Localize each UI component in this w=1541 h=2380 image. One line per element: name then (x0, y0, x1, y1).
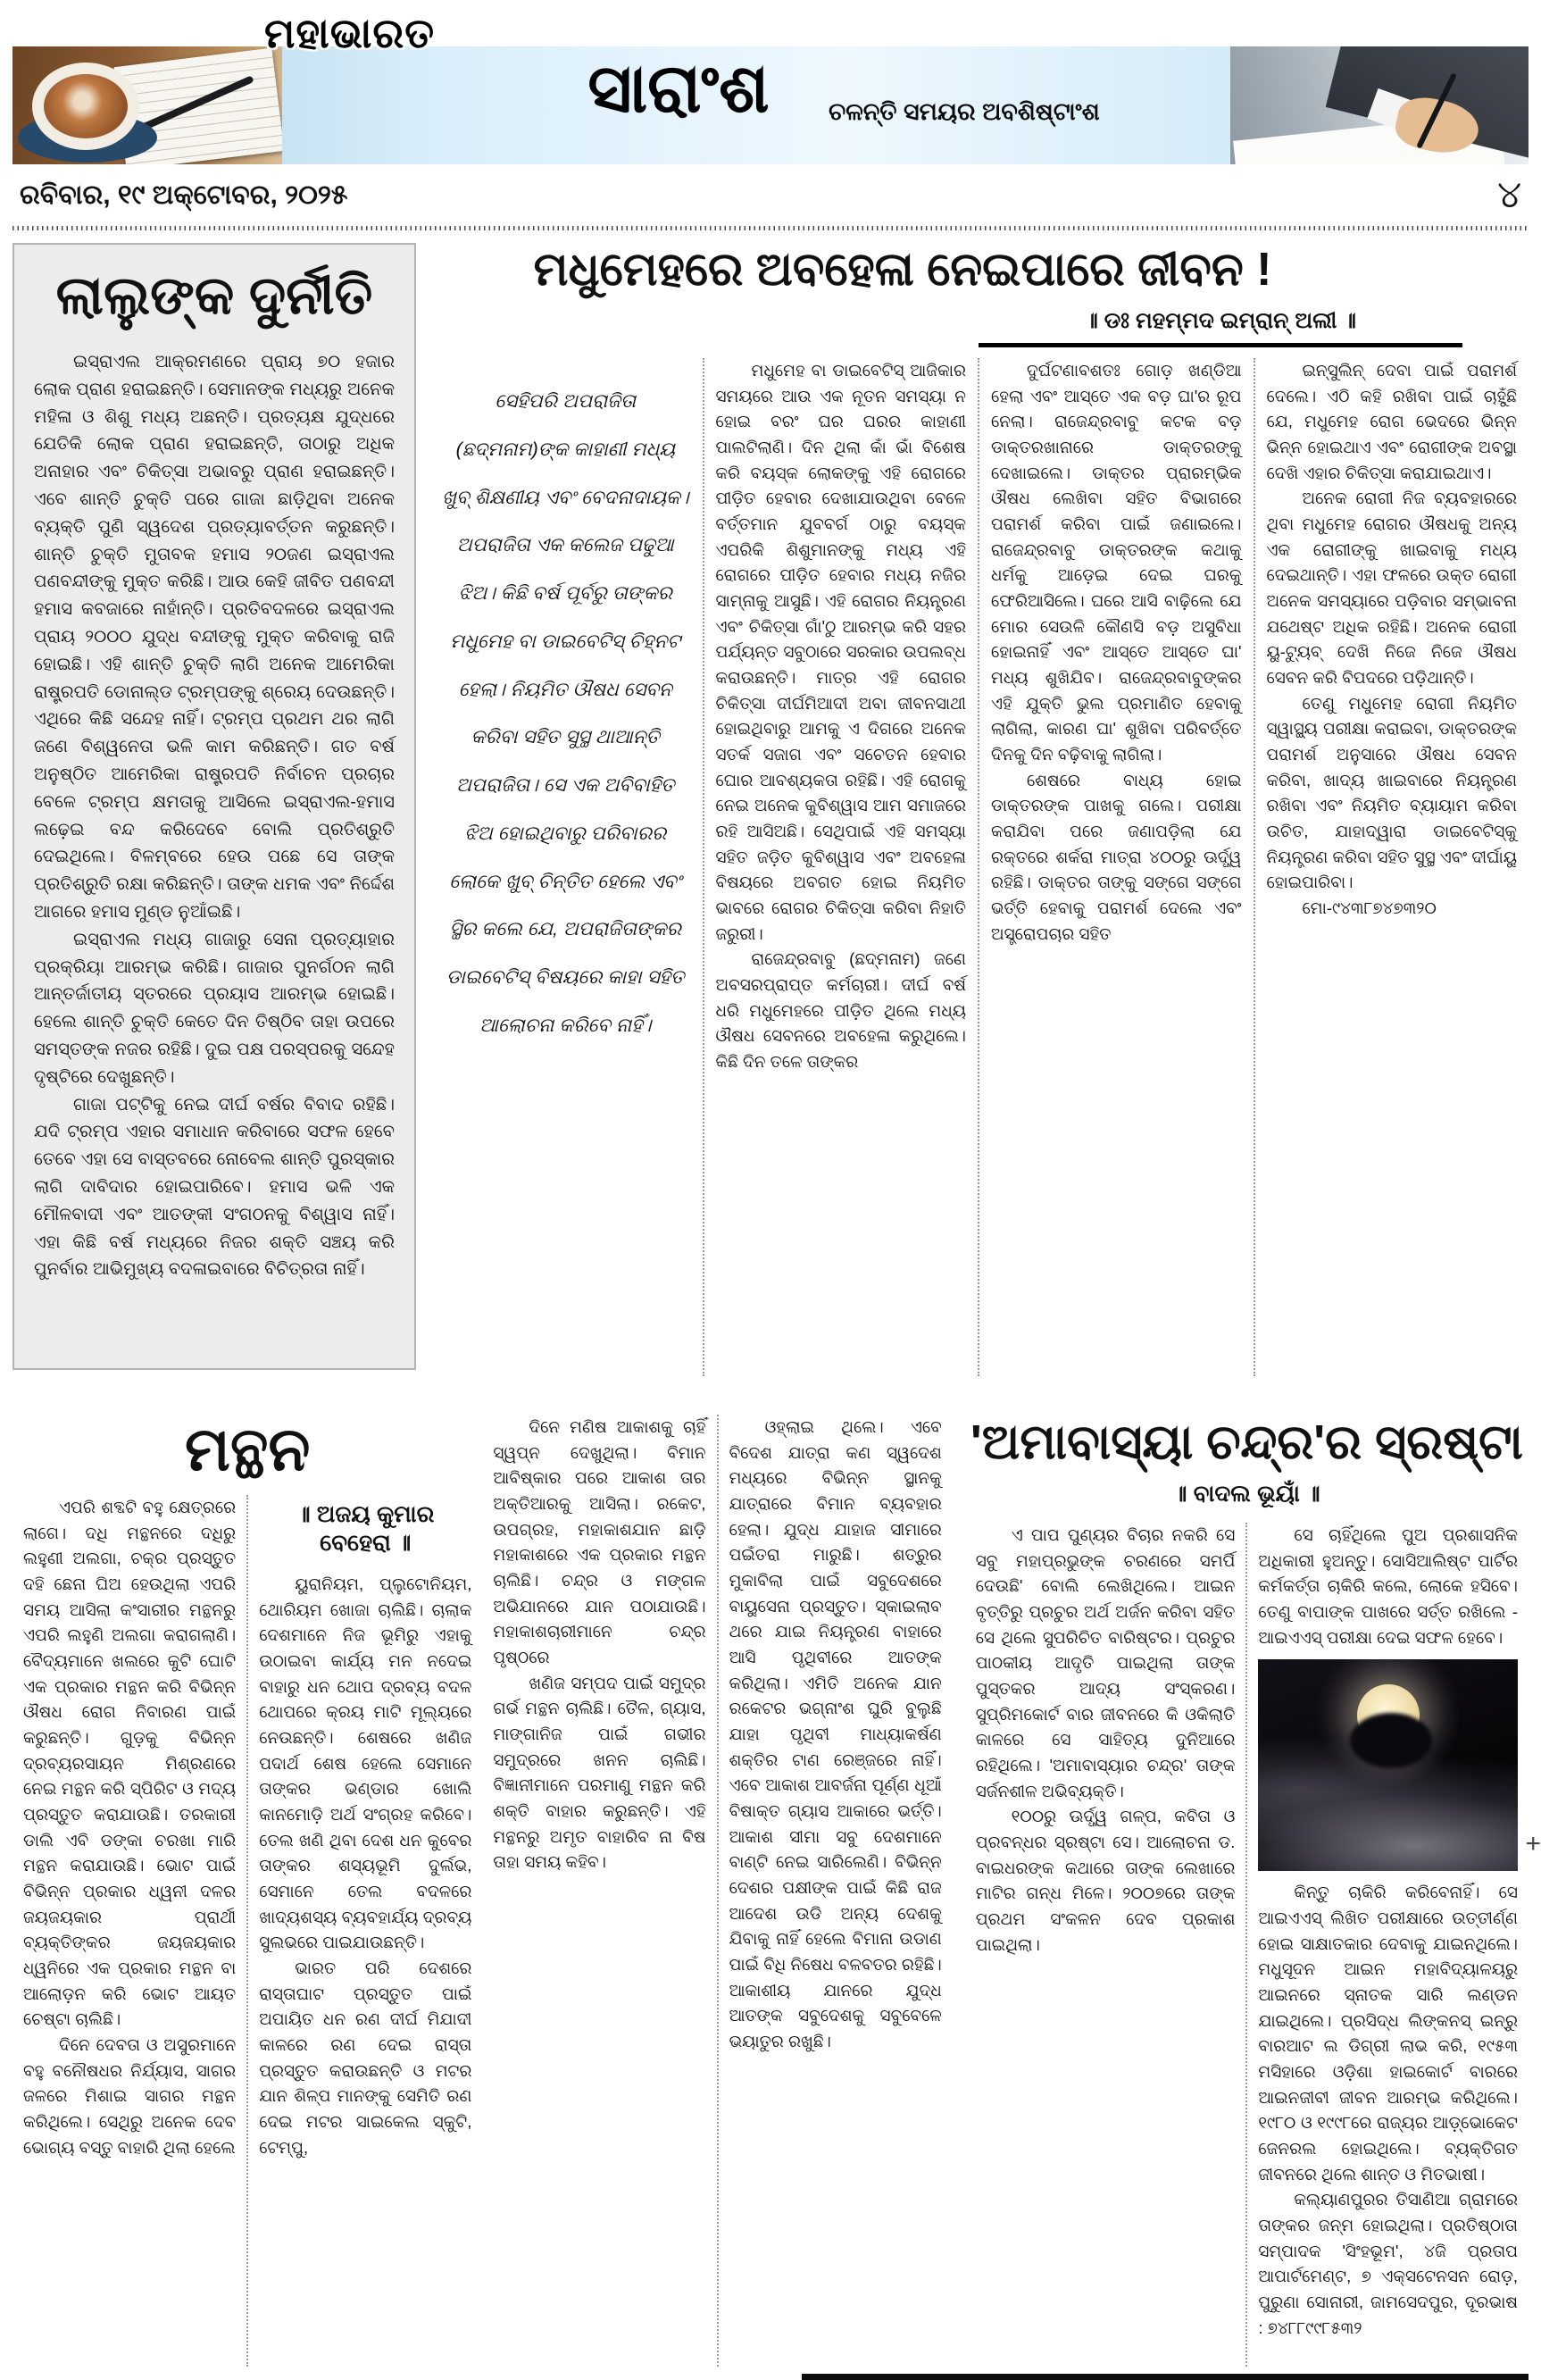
paragraph: ଖଣିଜ ସମ୍ପଦ ପାଇଁ ସମୁଦ୍ର ଗର୍ଭ ମନ୍ଥନ ଚାଲିଛି। ତୈଳ, ଗ୍ୟାସ, ମାଙ୍ଗାନିଜ ପାଇଁ ଗଭୀର ସମୁଦ୍ରରେ ଖନନ ଚାଲିଛି। ବିଜ୍ଞାନୀମାନେ ପରମାଣୁ ମନ୍ଥନ କରି ଶକ୍ତି ବାହାର କରୁଛନ୍ତି। ଏହି ମନ୍ଥନରୁ ଅମୃତ ବାହାରିବ ନା ବିଷ ତାହା ସମୟ କହିବ। (493, 1673, 706, 1872)
paragraph: ମଧୁମେହ ବା ଡାଇବେଟିସ୍ ଆଜିକାର ସମୟରେ ଆଉ ଏକ ନୂତନ ସମସ୍ୟା ନ ହୋଇ ବରଂ ଘର ଘରର କାହାଣୀ ପାଲଟିଲାଣି। ଦିନ ଥିଲା କାଁ ଭାଁ ବିଶେଷ କରି ବୟସ୍କ ଲୋକଙ୍କୁ ଏହି ରୋଗରେ ପୀଡ଼ିତ ହେବାର ଦେଖାଯାଉଥିବା ବେଳେ ବର୍ତ୍ତମାନ ଯୁବବର୍ଗ ଠାରୁ ବୟସ୍କ ଏପରିକି ଶିଶୁମାନଙ୍କୁ ମଧ୍ୟ ଏହି ରୋଗରେ ପୀଡ଼ିତ ହେବାର ମଧ୍ୟ ନଜିର ସାମ୍ନାକୁ ଆସୁଛି। ଏହି ରୋଗର ନିୟନ୍ତ୍ରଣ ଏବଂ ଚିକିତ୍ସା ଗାଁ'ଠୁ ଆରମ୍ଭ କରି ସହର ପର୍ଯ୍ୟନ୍ତ ସବୁଠାରେ ସରକାର ଉପଲବ୍ଧ କରାଉଛନ୍ତି। ମାତ୍ର ଏହି ରୋଗର ଚିକିତ୍ସା ଦୀର୍ଘମିଆଦୀ ଅବା ଜୀବନସାଥୀ ହୋଇଥିବାରୁ ଆମକୁ ଏ ଦିଗରେ ଅନେକ ସତର୍କ ସଜାଗ ଏବଂ ସଚେତନ ହେବାର ଘୋର ଆବଶ୍ୟକତା ରହିଛି। ଏହି ରୋଗକୁ ନେଇ ଅନେକ କୁବିଶ୍ୱାସ ଆମ ସମାଜରେ ରହି ଆସିଅଛି। ସେଥିପାଇଁ ଏହି ସମସ୍ୟା ସହିତ ଜଡ଼ିତ କୁବିଶ୍ୱାସ ଏବଂ ଅବହେଳା ବିଷୟରେ ଅବଗତ ହୋଇ ନିୟମିତ ଭାବରେ ରୋଗର ଚିକିତ୍ସା କରିବା ନିହାତି ଜରୁରୀ। (715, 361, 966, 943)
text-column-body (1258, 1523, 1518, 1650)
text-column (12, 1495, 248, 2367)
paragraph: ଇସ୍ରାଏଲ ମଧ୍ୟ ଗାଜାରୁ ସେନା ପ୍ରତ୍ୟାହାର ପ୍ରକ୍ରିୟା ଆରମ୍ଭ କରିଛି। ଗାଜାର ପୁନର୍ଗଠନ ଲାଗି ଆନ୍ତର୍ଜାତୀୟ ସ୍ତରରେ ପ୍ରୟାସ ଆରମ୍ଭ ହୋଇଛି। ହେଲେ ଶାନ୍ତି ଚୁକ୍ତି କେତେ ଦିନ ତିଷ୍ଠିବ ତାହା ଉପରେ ସମସ୍ତଙ୍କ ନଜର ରହିଛି। ଦୁଇ ପକ୍ଷ ପରସ୍ପରକୁ ସନ୍ଦେହ ଦୃଷ୍ଟିରେ ଦେଖୁଛନ୍ତି। (34, 929, 395, 1087)
text-column (965, 1523, 1248, 2367)
paragraph: ଶେଷରେ ବାଧ୍ୟ ହୋଇ ଡାକ୍ତରଙ୍କ ପାଖକୁ ଗଲେ। ପରୀକ୍ଷା କରାଯିବା ପରେ ଜଣାପଡ଼ିଲା ଯେ ରକ୍ତରେ ଶର୍କରା ମାତ୍ରା ୪୦୦ରୁ ଊର୍ଦ୍ଧ୍ୱ ରହିଛି। ଡାକ୍ତର ତାଙ୍କୁ ସଙ୍ଗେ ସଙ୍ଗେ ଭର୍ତ୍ତି ହେବାକୁ ପରାମର୍ଶ ଦେଲେ ଏବଂ ଅସ୍ତ୍ରୋପଚାର ସହିତ (991, 770, 1242, 943)
coffee-notebook-photo (12, 46, 282, 164)
article-diabetes (429, 243, 1529, 1404)
moon-shadow-image (1350, 1713, 1432, 1768)
dateline (0, 166, 1541, 217)
masthead (0, 0, 1541, 166)
crop-mark-icon: + (1525, 1829, 1541, 1858)
paragraph: ଇସ୍ରାଏଲ ଆକ୍ରମଣରେ ପ୍ରାୟ ୭୦ ହଜାର ଲୋକ ପ୍ରାଣ ହରାଇଛନ୍ତି। ସେମାନଙ୍କ ମଧ୍ୟରୁ ଅନେକ ମହିଳା ଓ ଶିଶୁ ମଧ୍ୟ ଅଛନ୍ତି। ପ୍ରତ୍ୟକ୍ଷ ଯୁଦ୍ଧରେ ଯେତିକି ଲୋକ ପ୍ରାଣ ହରାଇଛନ୍ତି, ତାଠାରୁ ଅଧିକ ଅନାହାର ଏବଂ ଚିକିତ୍ସା ଅଭାବରୁ ପ୍ରାଣ ହରାଇଛନ୍ତି। ଏବେ ଶାନ୍ତି ଚୁକ୍ତି ପରେ ଗାଜା ଛାଡ଼ିଥିବା ଅନେକ ବ୍ୟକ୍ତି ପୁଣି ସ୍ୱଦେଶ ପ୍ରତ୍ୟାବର୍ତ୍ତନ କରୁଛନ୍ତି। ଶାନ୍ତି ଚୁକ୍ତି ମୁତାବକ ହମାସ ୨୦ଜଣ ଇସ୍ରାଏଲ ପଣବନ୍ଦୀଙ୍କୁ ମୁକ୍ତ କରିଛି। ଆଉ କେହି ଜୀବିତ ପଣବନ୍ଦୀ ହମାସ କବଜାରେ ନାହାଁନ୍ତି। ପ୍ରତିବଦଳରେ ଇସ୍ରାଏଲ ପ୍ରାୟ ୨୦୦୦ ଯୁଦ୍ଧ ବନ୍ଦୀଙ୍କୁ ମୁକ୍ତ କରିବାକୁ ରାଜି ହୋଇଛି। ଏହି ଶାନ୍ତି ଚୁକ୍ତି ଲାଗି ଅନେକ ଆମେରିକା ରାଷ୍ଟ୍ରପତି ଡୋନାଲ୍ଡ ଟ୍ରମ୍ପଙ୍କୁ ଶ୍ରେୟ ଦେଉଛନ୍ତି। ଏଥିରେ କିଛି ସନ୍ଦେହ ନାହିଁ। ଟ୍ରମ୍ପ ପ୍ରଥମ ଥର ଲାଗି ଜଣେ ବିଶ୍ୱନେତା ଭଳି କାମ କରିଛନ୍ତି। ଗତ ବର୍ଷ ଅନୁଷ୍ଠିତ ଆମେରିକା ରାଷ୍ଟ୍ରପତି ନିର୍ବାଚନ ପ୍ରଚାର ବେଳେ ଟ୍ରମ୍ପ କ୍ଷମତାକୁ ଆସିଲେ ଇସ୍ରାଏଲ-ହମାସ ଲଢ଼େଇ ବନ୍ଦ କରିଦେବେ ବୋଲି ପ୍ରତିଶ୍ରୁତି ଦେଇଥିଲେ। ବିଳମ୍ବରେ ହେଉ ପଛେ ସେ ତାଙ୍କ ପ୍ରତିଶ୍ରୁତି ରକ୍ଷା କରିଛନ୍ତି। ତାଙ୍କ ଧମକ ଏବଂ ନିର୍ଦ୍ଦେଶ ଆଗରେ ହମାସ ମୁଣ୍ଡ ନୁଆଁଇଛି। (34, 352, 395, 922)
paragraph: ଦୁର୍ଘଟଣାବଶତଃ ଗୋଡ଼ ଖଣ୍ଡିଆ ହେଲା ଏବଂ ଆସ୍ତେ ଏକ ବଡ଼ ଘା'ର ରୂପ ନେଲା। ରାଜେନ୍ଦ୍ରବାବୁ କଟକ ବଡ଼ ଡାକ୍ତରଖାନାରେ ଡାକ୍ତରଙ୍କୁ ଦେଖାଇଲେ। ଡାକ୍ତର ପ୍ରାରମ୍ଭିକ ଔଷଧ ଲେଖିବା ସହିତ ବିଭାଗରେ ପରାମର୍ଶ କରିବା ପାଇଁ ଜଣାଇଲେ। ରାଜେନ୍ଦ୍ରବାବୁ ଡାକ୍ତରଙ୍କ କଥାକୁ ଧର୍ମକୁ ଆଡ଼େଇ ଦେଇ ଘରକୁ ଫେରିଆସିଲେ। ଘରେ ଆସି ବାଢ଼ିଲେ ଯେ ମୋର ସେଉଳି କୌଣସି ବଡ଼ ଅସୁବିଧା ହୋଇନାହିଁ ଏବଂ ଆସ୍ତେ ଆସ୍ତେ ଘା' ମଧ୍ୟ ଶୁଖିଯିବ। ରାଜେନ୍ଦ୍ରବାବୁଙ୍କର ଏହି ଯୁକ୍ତି ଭୁଲ ପ୍ରମାଣିତ ହେବାକୁ ଲାଗିଲା, କାରଣ ଘା' ଶୁଖିବା ପରିବର୍ତ୍ତେ ଦିନକୁ ଦିନ ବଢ଼ିବାକୁ ଲାଗିଲା। (991, 361, 1242, 764)
paragraph: ଏ ପାପ ପୁଣ୍ୟର ବିଚାର ନକରି ସେ ସବୁ ମହାପ୍ରଭୁଙ୍କ ଚରଣରେ ସମର୍ପି ଦେଉଛି' ବୋଲି ଲେଖିଥିଲେ। ଆଇନ ବୃତ୍ତିରୁ ପ୍ରଚୁର ଅର୍ଥ ଅର୍ଜନ କରିବା ସହିତ ସେ ଥିଲେ ସୁପରିଚିତ ବାରିଷ୍ଟର। ପ୍ରଚୁର ପାଠକୀୟ ଆଦୃତି ପାଇଥିଲା ତାଙ୍କ ପୁସ୍ତକର ଆଦ୍ୟ ସଂସ୍କରଣ। ସୁପ୍ରିମକୋର୍ଟ ବାର ଜୀବନରେ କି ଓକିଲାତି କାଳରେ ସେ ସାହିତ୍ୟ ଦୁନିଆରେ ରହିଥିଲେ। 'ଅମାବାସ୍ୟାର ଚନ୍ଦ୍ର' ତାଙ୍କ ସର୍ଜନଶୀଳ ଅଭିବ୍ୟକ୍ତି। (975, 1525, 1236, 1800)
paragraph: ଗାଜା ପଟ୍ଟିକୁ ନେଇ ଦୀର୍ଘ ବର୍ଷର ବିବାଦ ରହିଛି। ଯଦି ଟ୍ରମ୍ପ ଏହାର ସମାଧାନ କରିବାରେ ସଫଳ ହେବେ ତେବେ ଏହା ସେ ବାସ୍ତବରେ ନୋବେଲ ଶାନ୍ତି ପୁରସ୍କାର ଲାଗି ଦାବିଦାର ହୋଇପାରିବେ। ହମାସ ଭଳି ଏକ ମୌଳବାଦୀ ଏବଂ ଆତଙ୍କୀ ସଂଗଠନକୁ ବିଶ୍ୱାସ ନାହିଁ। ଏହା କିଛି ବର୍ଷ ମଧ୍ୟରେ ନିଜର ଶକ୍ତି ସଞ୍ଚୟ କରି ପୁନର୍ବାର ଆଭିମୁଖ୍ୟ ବଦଳାଇବାରେ ବିଚିତ୍ରତା ନାହିଁ। (34, 1094, 395, 1280)
text-column (719, 1415, 953, 2367)
bottom-rule (802, 2374, 1529, 2380)
article-manthan (12, 1415, 953, 2367)
paragraph: ଅନେକ ରୋଗୀ ନିଜ ବ୍ୟବହାରରେ ଥିବା ମଧୁମେହ ରୋଗର ଔଷଧକୁ ଅନ୍ୟ ଏକ ରୋଗୀଙ୍କୁ ଖାଇବାକୁ ମଧ୍ୟ ଦେଇଥାନ୍ତି। ଏହା ଫଳରେ ଉକ୍ତ ରୋଗୀ ଅନେକ ସମସ୍ୟାରେ ପଡ଼ିବାର ସମ୍ଭାବନା ଯଥେଷ୍ଟ ଅଧିକ ରହିଛି। ଅନେକ ରୋଗୀ ୟୁ-ଟ୍ୟୁବ୍ ଦେଖି ନିଜେ ନିଜେ ଔଷଧ ସେବନ କରି ବିପଦରେ ପଡ଼ିଥାନ୍ତି। (1266, 489, 1517, 688)
crescent-moon-photo (1258, 1659, 1518, 1871)
article-body (34, 348, 395, 1283)
text-column (704, 358, 980, 1376)
writing-hand-photo (1230, 46, 1529, 164)
dateline-separator (12, 226, 1529, 230)
paragraph: ୧୦୦ରୁ ଊର୍ଦ୍ଧ୍ୱ ଗଳ୍ପ, କବିତା ଓ ପ୍ରବନ୍ଧର ସ୍ରଷ୍ଟା ସେ। ଆଲୋଚନା ଡ. ବାଇଧରଙ୍କ କଥାରେ ତାଙ୍କ ଲେଖାରେ ମାଟିର ଗନ୍ଧ ମିଳେ। ୨୦୦୭ରେ ତାଙ୍କ ପ୍ରଥମ ସଂକଳନ ଦେବ ପ୍ରକାଶ ପାଇଥିଲା। (975, 1807, 1236, 1954)
article-byline: ॥ ଡଃ ମହମ୍ମଦ ଇମ୍ରାନ୍ ଅଲୀ ॥ (979, 308, 1462, 347)
paragraph: ଭାରତ ପରି ଦେଶରେ ରାସ୍ତାଘାଟ ପ୍ରସ୍ତୁତ ପାଇଁ ଅପାୟିତ ଧନ ରଣ ଦୀର୍ଘ ମିଯାଦୀ କାଳରେ ରଣ ଦେଇ ରାସ୍ତା ପ୍ରସ୍ତୁତ କରାଉଛନ୍ତି ଓ ମଟର ଯାନ ଶିଳ୍ପ ମାନଙ୍କୁ ସେମିତି ରଣ ଦେଇ ମଟର ସାଇକେଲ ସ୍କୁଟି, ଟେମ୍ପୁ, (259, 1958, 472, 2157)
manthan-left-half (12, 1415, 482, 2367)
paragraph: କିନ୍ତୁ ଚାକିରି କରିବେନାହିଁ। ସେ ଆଇଏଏସ୍ ଲିଖିତ ପରୀକ୍ଷାରେ ଉତ୍ତୀର୍ଣ୍ଣ ହୋଇ ସାକ୍ଷାତକାର ଦେବାକୁ ଯାଇନଥିଲେ। ମଧୁସୂଦନ ଆଇନ ମହାବିଦ୍ୟାଳୟରୁ ଆଇନରେ ସ୍ନାତକ ସାରି ଲଣ୍ଡନ ଯାଇଥିଲେ। ପ୍ରସିଦ୍ଧ ଲିଙ୍କନସ୍ ଇନ୍‌ରୁ ବାରଆଟ ଲ ଡିଗ୍ରୀ ଲାଭ କରି, ୧୯୫୩ ମସିହାରେ ଓଡ଼ିଶା ହାଇକୋର୍ଟ ବାରରେ ଆଇନଜୀବୀ ଜୀବନ ଆରମ୍ଭ କରିଥିଲେ। ୧୯୮୦ ଓ ୧୯୯୮ରେ ରାଜ୍ୟର ଆଡ଼୍‌ଭୋକେଟ ଜେନରଲ ହୋଇଥିଲେ। ବ୍ୟକ୍ତିଗତ ଜୀବନରେ ଥିଲେ ଶାନ୍ତ ଓ ମିତଭାଷୀ। (1258, 1883, 1518, 2184)
text-column (979, 358, 1255, 1376)
text-column (248, 1495, 482, 2367)
article-headline: 'ଅମାବାସ୍ୟା ଚନ୍ଦ୍ର'ର ସ୍ରଷ୍ଟା (970, 1415, 1523, 1469)
pull-quote: ସେହିପରି ଅପରାଜିତା (ଛଦ୍ମନାମ)ଙ୍କ କାହାଣୀ ମଧ୍ୟ ଖୁବ୍ ଶିକ୍ଷଣୀୟ ଏବଂ ବେଦନାଦାୟକ। ଅପରାଜିତା ଏକ କଲେଜ ପଢୁଆ ଝିଅ। କିଛି ବର୍ଷ ପୂର୍ବରୁ ତାଙ୍କର ମଧୁମେହ ବା ଡାଇବେଟିସ୍ ଚିହ୍ନଟ ହେଲା। ନିୟମିତ ଔଷଧ ସେବନ କରିବା ସହିତ ସୁସ୍ଥ ଥାଆନ୍ତି ଅପରାଜିତା। ସେ ଏକ ଅବିବାହିତ ଝିଅ ହୋଇଥିବାରୁ ପରିବାରର ଲୋକେ ଖୁବ୍ ଚିନ୍ତିତ ହେଲେ ଏବଂ ସ୍ଥିର କଲେ ଯେ, ଅପରାଜିତାଙ୍କର ଡାଇବେଟିସ୍ ବିଷୟରେ କାହା ସହିତ ଆଲୋଚନା କରିବେ ନାହିଁ। (429, 358, 704, 1376)
text-column-body (1267, 358, 1518, 896)
page-number: ୪ (1497, 173, 1521, 215)
article-columns (12, 1495, 482, 2367)
paragraph: ୟୁରାନିୟମ, ପ୍ଲୁଟୋନିୟମ, ଥୋରିୟମ ଖୋଜା ଚାଲିଛି। ଚାଲାକ ଦେଶମାନେ ନିଜ ଭୂମିରୁ ଏହାକୁ ଉଠାଇବା କାର୍ଯ୍ୟ ମନ ନଦେଇ ବାହାରୁ ଧନ ଥୋପ ଦ୍ରବ୍ୟ ବଦଳ ଥୋପରେ କ୍ରୟ ମାଟି ମୂଲ୍ୟରେ ନେଉଛନ୍ତି। ଶେଷରେ ଖଣିଜ ପଦାର୍ଥ ଶେଷ ହେଲେ ସେମାନେ ତାଙ୍କର ଭଣ୍ଡାର ଖୋଲି କାନମୋଡ଼ି ଅର୍ଥ ସଂଗ୍ରହ କରିବେ। ତେଲ ଖଣି ଥିବା ଦେଶ ଧନ କୁବେର ତାଙ୍କର ଶସ୍ୟଭୂମି ଦୁର୍ଲଭ, ସେମାନେ ତେଲ ବଦଳରେ ଖାଦ୍ୟଶସ୍ୟ ବ୍ୟବହାର୍ଯ୍ୟ ଦ୍ରବ୍ୟ ସୁଲଭରେ ପାଇଯାଉଛନ୍ତି। (259, 1574, 472, 1952)
article-byline: ॥ ବାଦଲ ଭୂୟାଁ ॥ (1173, 1480, 1320, 1507)
article-amavasya-chandra (965, 1415, 1529, 2367)
date-text: ରବିବାର, ୧୯ ଅକ୍ଟୋବର, ୨୦୨୫ (20, 180, 348, 210)
section-title: ସାରାଂଶ (587, 51, 770, 127)
text-column (482, 1415, 718, 2367)
article-lalu-corruption (12, 243, 416, 1370)
top-section (0, 238, 1541, 1404)
text-column-body (259, 1572, 471, 2160)
article-columns (429, 358, 1529, 1376)
paragraph: ଓହ୍ଲାଇ ଥିଲେ। ଏବେ ବିଦେଶ ଯାତ୍ରା କଣ ସ୍ୱଦେଶ ମଧ୍ୟରେ ବିଭିନ୍ନ ସ୍ଥାନକୁ ଯାତ୍ରାରେ ବିମାନ ବ୍ୟବହାର ହେଲା। ଯୁଦ୍ଧ ଯାହାଜ ସୀମାରେ ପଇଁତରା ମାରୁଛି। ଶତ୍ରୁର ମୁକାବିଲା ପାଇଁ ସବୁଦେଶରେ ବାୟୁସେନା ପ୍ରସ୍ତୁତ। ସ୍କାଇଲାବ ଥରେ ଯାଇ ନିୟନ୍ତ୍ରଣ ବାହାରେ ଆସି ପୃଥିବୀରେ ଆତଙ୍କ କରିଥିଲା। ଏମିତି ଅନେକ ଯାନ ରକେଟର ଭଗ୍ନାଂଶ ଘୁରି ବୁଲୁଛି ଯାହା ପୃଥିବୀ ମାଧ୍ୟାକର୍ଷଣ ଶକ୍ତିର ଟାଣ ରେଞ୍ଜରେ ନାହିଁ। ଏବେ ଆକାଶ ଆବର୍ଜନା ପୂର୍ଣ୍ଣ ଧୂଆଁ ବିଷାକ୍ତ ଗ୍ୟାସ ଆକାରେ ଭର୍ତ୍ତି। ଆକାଶ ସୀମା ସବୁ ଦେଶମାନେ ବାଣ୍ଟି ନେଇ ସାରିଲେଣି। ବିଭିନ୍ନ ଦେଶର ପକ୍ଷୀଙ୍କ ପାଇଁ କିଛି ରାଜ ଆଦେଶ ଉଡି ଅନ୍ୟ ଦେଶକୁ ଯିବାକୁ ନାହିଁ ହେଲେ ବିମାନା ଉଡାଣ ପାଇଁ ବିଧି ନିଷେଧ ବଳବତର ରହିଛି। ଆକାଶୀୟ ଯାନରେ ଯୁଦ୍ଧ ଆତଙ୍କ ସବୁଦେଶକୁ ସବୁବେଳେ ଭୟାତୁର ରଖୁଛି। (729, 1417, 942, 2051)
paragraph: ଏପରି ଶବ୍ଦଟି ବହୁ କ୍ଷେତ୍ରରେ ଲାଗେ। ଦଧି ମନ୍ଥନରେ ଦଧିରୁ ଲହୁଣୀ ଅଲଗା, ଚକ୍ର ପ୍ରସ୍ତୁତ ଦହି ଛେନା ଘିଅ ହେଉଥିଲା ଏପରି ସମୟ ଆସିଲା କଂସାରୀର ମନ୍ଥନରୁ ଏପରି ଲହୁଣି ଅଲଗା କରାଗଲାଣି। ବୈଦ୍ୟମାନେ ଖଲରେ କୁଟି ଘୋଟି ଏକ ପ୍ରକାର ମନ୍ଥନ କରି ବିଭିନ୍ନ ଔଷଧ ରୋଗ ନିବାରଣ ପାଇଁ କରୁଛନ୍ତି। ଗୁଡ଼କୁ ବିଭିନ୍ନ ଦ୍ରବ୍ୟରସାୟନ ମିଶ୍ରଣରେ ନେଇ ମନ୍ଥନ କରି ସ୍ପିରିଟ ଓ ମଦ୍ୟ ପ୍ରସ୍ତୁତ କରାଯାଉଛି। ତରକାରୀ ଡାଲି ଏବି ଡଙ୍କା ଚରଖା ମାରି ମନ୍ଥନ କରାଯାଉଛି। ଭୋଟ ପାଇଁ ବିଭିନ୍ନ ପ୍ରକାର ଧ୍ୱନୀ ଦଳର ଜୟଜୟକାର ପ୍ରାର୍ଥୀ ବ୍ୟକ୍ତିଙ୍କର ଜୟଜୟକାର ଧ୍ୱନିରେ ଏକ ପ୍ରକାର ମନ୍ଥନ ବା ଆଲୋଡ଼ନ କରି ଭୋଟ ଆୟତ ଚେଷ୍ଟା ଚାଲିଛି। (23, 1498, 237, 2029)
article-headline: ମଧୁମେହରେ ଅବହେଳା ନେଇପାରେ ଜୀବନ ! (533, 244, 1272, 296)
paragraph: ରାଜେନ୍ଦ୍ରବାବୁ (ଛଦ୍ମନାମ) ଜଣେ ଅବସରପ୍ରାପ୍ତ କର୍ମଚାରୀ। ଦୀର୍ଘ ବର୍ଷ ଧରି ମଧୁମେହରେ ପୀଡ଼ିତ ଥିଲେ ମଧ୍ୟ ଔଷଧ ସେବନରେ ଅବହେଳା କରୁଥିଲେ। କିଛି ଦିନ ତଳେ ତାଙ୍କର (715, 949, 966, 1072)
author-phone: ମୋ-୯୪୩୮୭୪୭୩୨୦ (1302, 898, 1437, 918)
article-headline: ଲାଲୁଙ୍କ ଦୁର୍ନୀତି (55, 265, 373, 325)
paragraph: ଇନ୍‌ସୁଲିନ୍ ଦେବା ପାଇଁ ପରାମର୍ଶ ଦେଲେ। ଏଠି କହି ରଖିବା ପାଇଁ ଚାହୁଁଛି ଯେ, ମଧୁମେହ ରୋଗ ଭେଦରେ ଭିନ୍ନ ଭିନ୍ନ ହୋଇଥାଏ ଏବଂ ରୋଗୀଙ୍କ ଅବସ୍ଥା ଦେଖି ଏହାର ଚିକିତ୍ସା କରାଯାଇଥାଏ। (1266, 361, 1517, 482)
text-column-body (1258, 1880, 1518, 2341)
text-column (1255, 358, 1529, 1376)
paragraph: ଦିନେ ଦେବତା ଓ ଅସୁରମାନେ ବହୁ ବନୌଷଧର ନିର୍ଯ୍ୟାସ, ସାଗର ଜଳରେ ମିଶାଇ ସାଗର ମନ୍ଥନ କରିଥିଲେ। ସେଥିରୁ ଅନେକ ଦେବ ଭୋଗ୍ୟ ବସ୍ତୁ ବାହାରି ଥିଲା ହେଲେ (23, 2035, 237, 2157)
text-column (1247, 1523, 1529, 2367)
section-subtitle: ଚଳନ୍ତି ସମୟର ଅବଶିଷ୍ଟାଂଶ (829, 98, 1100, 125)
bottom-section (0, 1404, 1541, 2367)
article-columns (965, 1523, 1529, 2367)
paragraph: କଲ୍ୟାଣପୁରର ତିସାଣିଆ ଗ୍ରାମରେ ତାଙ୍କର ଜନ୍ମ ହୋଇଥିଲା। ପ୍ରତିଷ୍ଠାତା ସମ୍ପାଦକ 'ସିଂହଭୂମ', ୪ଜି ପ୍ରତାପ ଆପାର୍ଟମେଣ୍ଟ, ୭ ଏକ୍ସଟେନସନ ରୋଡ଼, ପୁରୁଣା ସୋନାରୀ, ଜାମସେଦପୁର, ଦୂରଭାଷ : ୭୪୮୮୯୯୮୫୩୨ (1258, 2190, 1518, 2337)
paragraph: ଦିନେ ମଣିଷ ଆକାଶକୁ ଚାହିଁ ସ୍ୱପ୍ନ ଦେଖୁଥିଲା। ବିମାନ ଆବିଷ୍କାର ପରେ ଆକାଶ ତାର ଅକ୍ତିଆରକୁ ଆସିଲା। ରକେଟ, ଉପଗ୍ରହ, ମହାକାଶଯାନ ଛାଡ଼ି ମହାକାଶରେ ଏକ ପ୍ରକାର ମନ୍ଥନ ଚାଲିଛି। ଚନ୍ଦ୍ର ଓ ମଙ୍ଗଳ ଅଭିଯାନରେ ଯାନ ପଠାଯାଉଛି। ମହାକାଶଚାରୀମାନେ ଚନ୍ଦ୍ର ପୃଷ୍ଠରେ (493, 1417, 706, 1667)
newspaper-brand: ମହାଭାରତ (264, 10, 436, 56)
latte-art-image (44, 74, 128, 138)
paragraph: ତେଣୁ ମଧୁମେହ ରୋଗୀ ନିୟମିତ ସ୍ୱାସ୍ଥ୍ୟ ପରୀକ୍ଷା କରାଇବା, ଡାକ୍ତରଙ୍କ ପରାମର୍ଶ ଅନୁସାରେ ଔଷଧ ସେବନ କରିବା, ଖାଦ୍ୟ ଖାଇବାରେ ନିୟନ୍ତ୍ରଣ ରଖିବା ଏବଂ ନିୟମିତ ବ୍ୟାୟାମ କରିବା ଉଚିତ, ଯାହାଦ୍ୱାରା ଡାଇବେଟିସ୍‌କୁ ନିୟନ୍ତ୍ରଣ କରିବା ସହିତ ସୁସ୍ଥ ଏବଂ ଦୀର୍ଘାୟୁ ହୋଇପାରିବା। (1266, 693, 1517, 892)
article-byline: ॥ ଅଜୟ କୁମାର ବେହେରା ॥ (296, 1500, 435, 1556)
paragraph: ସେ ଚାହିଁଥିଲେ ପୁଅ ପ୍ରଶାସନିକ ଅଧିକାରୀ ହୁଅନ୍ତୁ। ସୋସିଆଲିଷ୍ଟ ପାର୍ଟିର କର୍ମକର୍ତ୍ତା ଚାକିରି କଲେ, ଲୋକେ ହସିବେ। ତେଣୁ ବାପାଙ୍କ ପାଖରେ ସର୍ତ୍ତ ରଖିଲେ - ଆଇଏଏସ୍ ପରୀକ୍ଷା ଦେଇ ସଫଳ ହେବେ। (1258, 1525, 1518, 1647)
article-headline: ମନ୍ଥନ (185, 1415, 311, 1483)
